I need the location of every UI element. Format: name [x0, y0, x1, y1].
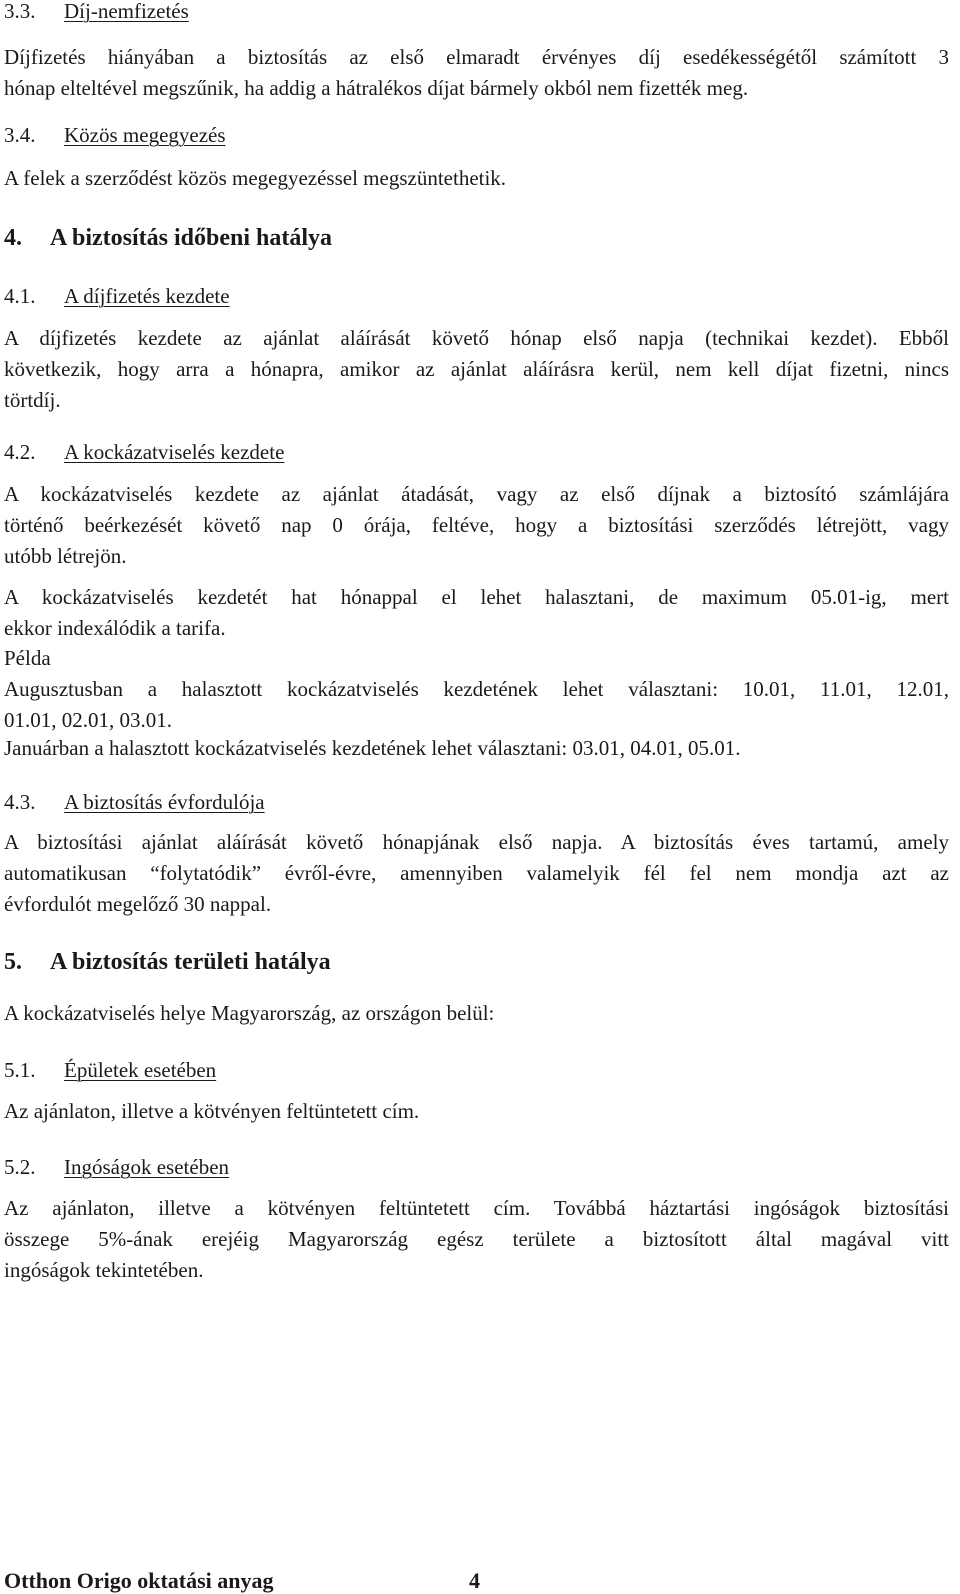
heading-number: 4.1.	[4, 284, 36, 308]
text-line: törtdíj.	[4, 388, 61, 412]
heading-number: 4.	[4, 225, 22, 251]
heading-4	[4, 223, 332, 254]
example-line-2: Januárban a halasztott kockázatviselés kezdetének lehet választani: 03.01, 04.01, 05.01.	[4, 736, 741, 760]
example-line-1	[4, 674, 949, 736]
text-line: A kockázatviselés kezdete az ajánlat átadását, vagy az első díjnak a biztosító számlájára	[4, 482, 949, 506]
heading-number: 4.2.	[4, 440, 36, 464]
heading-title: Ingóságok esetében	[64, 1155, 230, 1179]
paragraph-4-1	[4, 323, 949, 416]
text-line: Augusztusban a halasztott kockázatviselés kezdetének lehet választani: 10.01, 11.01, 12.01,	[4, 677, 949, 701]
paragraph-3-3	[4, 42, 949, 104]
paragraph-5-1	[4, 1096, 419, 1127]
heading-number: 5.	[4, 949, 22, 975]
heading-title: A kockázatviselés kezdete	[64, 440, 285, 464]
page-number: 4	[469, 1568, 480, 1593]
heading-4-2	[4, 437, 284, 468]
text-line: automatikusan “folytatódik” évről-évre, amennyiben valamelyik fél fel nem mondja azt az	[4, 861, 949, 885]
heading-title: A díjfizetés kezdete	[64, 284, 230, 308]
heading-4-3	[4, 787, 265, 818]
text-line: Az ajánlaton, illetve a kötvényen feltüntetett cím. Továbbá háztartási ingóságok biztosítási	[4, 1196, 949, 1220]
heading-5-1	[4, 1055, 216, 1086]
heading-3-4	[4, 120, 226, 151]
heading-3-3	[4, 0, 189, 27]
heading-4-1	[4, 281, 230, 312]
heading-number: 4.3.	[4, 790, 36, 814]
heading-title: Közös megegyezés	[64, 123, 226, 147]
text-line: ekkor indexálódik a tarifa.	[4, 616, 226, 640]
paragraph-4-2-b	[4, 582, 949, 644]
heading-number: 3.3.	[4, 0, 36, 23]
paragraph-4-2-a	[4, 479, 949, 572]
paragraph-5	[4, 998, 494, 1029]
paragraph-5-2	[4, 1193, 949, 1286]
example-label: Példa	[4, 646, 51, 670]
text-line: történő beérkezését követő nap 0 órája, feltéve, hogy a biztosítási szerződés létrejött, vagy	[4, 513, 949, 537]
paragraph-3-4	[4, 163, 506, 194]
text-line: utóbb létrejön.	[4, 544, 127, 568]
heading-title: A biztosítás évfordulója	[64, 790, 265, 814]
text-line: A kockázatviselés helye Magyarország, az országon belül:	[4, 1001, 495, 1025]
footer-title: Otthon Origo oktatási anyag	[4, 1568, 274, 1593]
heading-title: A biztosítás területi hatálya	[50, 949, 331, 975]
heading-number: 5.1.	[4, 1058, 36, 1082]
text-line: Díjfizetés hiányában a biztosítás az első elmaradt érvényes díj esedékességétől számított 3	[4, 45, 949, 69]
heading-title: Díj-nemfizetés	[64, 0, 189, 23]
text-line: hónap elteltével megszűnik, ha addig a hátralékos díjat bármely okból nem fizették meg.	[4, 76, 749, 100]
heading-number: 5.2.	[4, 1155, 36, 1179]
text-line: ingóságok tekintetében.	[4, 1258, 204, 1282]
heading-title: Épületek esetében	[64, 1058, 217, 1082]
text-line: következik, hogy arra a hónapra, amikor az ajánlat aláírásra kerül, nem kell díjat fizetni, nincs	[4, 357, 949, 381]
text-line: 01.01, 02.01, 03.01.	[4, 708, 172, 732]
heading-title: A biztosítás időbeni hatálya	[50, 225, 333, 251]
text-line: Az ajánlaton, illetve a kötvényen feltüntetett cím.	[4, 1099, 420, 1123]
text-line: A felek a szerződést közös megegyezéssel megszüntethetik.	[4, 166, 507, 190]
heading-number: 3.4.	[4, 123, 36, 147]
heading-5-2	[4, 1152, 229, 1183]
heading-5	[4, 947, 331, 978]
page-footer	[4, 1568, 480, 1594]
text-line: A díjfizetés kezdete az ajánlat aláírását követő hónap első napja (technikai kezdet). Ebből	[4, 326, 949, 350]
paragraph-4-3	[4, 827, 949, 920]
text-line: összege 5%-ának erejéig Magyarország egész területe a biztosított által magával vitt	[4, 1227, 949, 1251]
text-line: A kockázatviselés kezdetét hat hónappal el lehet halasztani, de maximum 05.01-ig, mert	[4, 585, 949, 609]
text-line: évfordulót megelőző 30 nappal.	[4, 892, 272, 916]
text-line: A biztosítási ajánlat aláírását követő hónapjának első napja. A biztosítás éves tartamú, amely	[4, 830, 949, 854]
